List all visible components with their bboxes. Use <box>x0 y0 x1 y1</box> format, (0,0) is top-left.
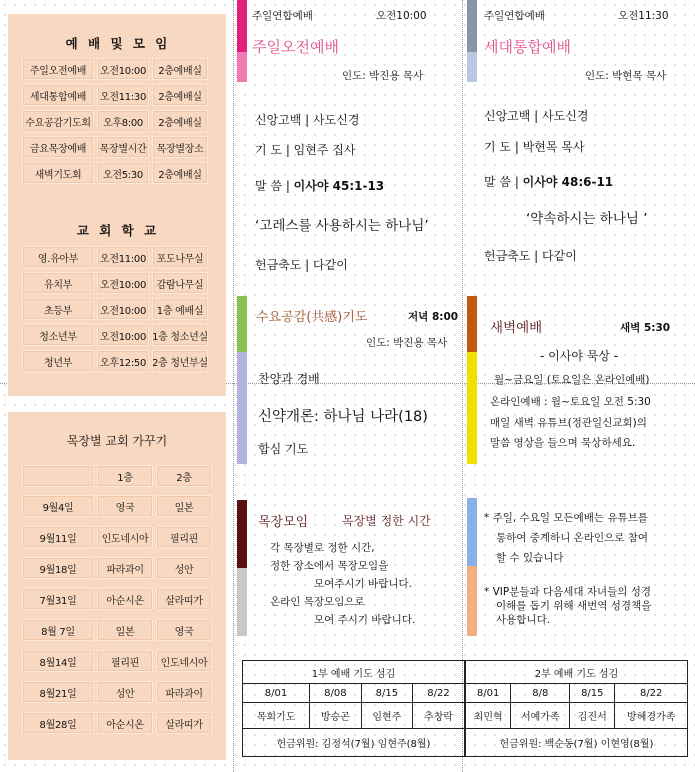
joint-prayer: 기 도 | 박현목 목사 <box>484 140 585 154</box>
table-cell: 영국 <box>97 495 153 517</box>
table-cell: 필리핀 <box>156 526 212 548</box>
table-cell: 8월 7일 <box>22 619 94 641</box>
table-row <box>22 324 211 346</box>
morning-creed: 신앙고백 | 사도신경 <box>255 113 360 127</box>
table-cell: 2층예배실 <box>152 84 208 106</box>
joint-leader: 인도: 박현목 목사 <box>585 70 667 82</box>
group-bar-top <box>237 500 247 568</box>
wednesday-lesson: 신약개론: 하나님 나라(18) <box>258 409 428 425</box>
joint-label: 주일연합예배 <box>484 10 545 22</box>
table-row <box>22 495 215 517</box>
date-cell: 8/8 <box>511 684 570 703</box>
date-cell: 8/15 <box>570 684 615 703</box>
table-cell: 9월11일 <box>22 526 94 548</box>
table-cell: 1층 <box>97 465 153 487</box>
table-cell: 2층예배실 <box>152 58 208 80</box>
cleaning-header-row <box>22 465 215 487</box>
date-cell: 8/22 <box>413 684 465 703</box>
table-cell: 9월4일 <box>22 495 94 517</box>
dawn-bar-bottom <box>467 352 477 464</box>
dawn-subtitle: - 이사야 묵상 - <box>540 349 619 363</box>
wednesday-time: 저녁 8:00 <box>408 311 459 323</box>
joint-title: 세대통합예배 <box>484 38 571 56</box>
school-title: 교 회 학 교 <box>76 223 160 238</box>
name-cell: 최민혁 <box>465 703 511 729</box>
date-cell: 8/01 <box>243 684 310 703</box>
table-row <box>22 58 211 80</box>
table-cell <box>22 465 94 487</box>
notice-bar-top <box>467 498 477 566</box>
table-cell: 주일오전예배 <box>22 58 94 80</box>
morning-bar-bottom <box>237 52 247 82</box>
group-bar-bottom <box>237 568 247 636</box>
table-cell: 7월31일 <box>22 588 94 610</box>
table-cell: 파라과이 <box>156 681 212 703</box>
table-cell: 오전10:00 <box>97 58 149 80</box>
wednesday-bar-bottom <box>237 352 247 464</box>
notice-line: 할 수 있습니다 <box>496 552 564 564</box>
schedule-title: 예 배 및 모 임 <box>65 36 171 51</box>
group-line: 모여 주시기 바랍니다. <box>314 614 416 626</box>
table-cell: 8월14일 <box>22 650 94 672</box>
joint-time: 오전11:30 <box>618 10 669 22</box>
joint-sermon: ‘약속하시는 하나님 ’ <box>526 211 648 227</box>
table-cell: 오후12:50 <box>97 350 149 372</box>
table-cell: 아순시온 <box>97 588 153 610</box>
table-row <box>22 350 211 372</box>
joint-offering: 헌금축도 | 다같이 <box>484 249 577 263</box>
notice-line: 통하여 중계하니 온라인으로 참여 <box>496 532 649 544</box>
dawn-youtube: 매일 새벽 유튜브(정관일신교회)의 <box>490 417 647 429</box>
group-line: 모여주시기 바랍니다. <box>314 578 412 590</box>
dawn-time: 새벽 5:30 <box>620 322 671 334</box>
table-cell: 성안 <box>97 681 153 703</box>
joint-bar-bottom <box>467 52 477 82</box>
table-cell: 8월28일 <box>22 712 94 734</box>
wednesday-title: 수요공감(共感)기도 <box>256 310 368 325</box>
table-cell: 2층예배실 <box>152 110 208 132</box>
table-row <box>22 712 215 734</box>
date-cell: 8/22 <box>615 684 688 703</box>
notice-line: * 주일, 수요일 모든예배는 유튜브를 <box>484 512 648 524</box>
table-row <box>22 110 211 132</box>
morning-scripture: 말 씀 | 이사야 45:1-13 <box>255 179 385 193</box>
table-row <box>22 246 211 268</box>
group-line: 온라인 목장모임으로 <box>270 596 365 608</box>
table-cell: 1층 예배실 <box>152 298 208 320</box>
table-cell: 2층예배실 <box>152 162 208 184</box>
second-offering-cell: 헌금위원: 백순동(7월) 이현영(8월) <box>465 729 688 757</box>
morning-prayer: 기 도 | 임현주 집사 <box>255 143 356 157</box>
wednesday-leader: 인도: 박진용 목사 <box>366 337 448 349</box>
table-cell: 1층 청소년실 <box>152 324 208 346</box>
notice-bar-bottom <box>467 566 477 636</box>
table-row <box>22 136 211 158</box>
table-cell: 오전11:30 <box>97 84 149 106</box>
cleaning-panel <box>8 412 226 760</box>
table-cell: 2층 <box>156 465 212 487</box>
dawn-meditate: 말씀 영상을 들으며 묵상하세요. <box>490 437 636 449</box>
table-cell: 오전11:00 <box>97 246 149 268</box>
name-cell: 방승곤 <box>310 703 362 729</box>
table-cell: 9월18일 <box>22 557 94 579</box>
morning-label: 주일연합예배 <box>252 10 313 22</box>
table-cell: 일본 <box>156 495 212 517</box>
date-cell: 8/01 <box>465 684 511 703</box>
guide-line <box>462 0 463 772</box>
morning-leader: 인도: 박진용 목사 <box>342 70 424 82</box>
first-offering-cell: 헌금위원: 김정석(7월) 임현주(8월) <box>243 729 465 757</box>
table-cell: 세대통합예배 <box>22 84 94 106</box>
group-line: 정한 장소에서 목장모임을 <box>270 560 389 572</box>
table-cell: 포도나무실 <box>152 246 208 268</box>
table-row <box>22 619 215 641</box>
morning-offering: 헌금축도 | 다같이 <box>255 258 348 272</box>
table-cell: 초등부 <box>22 298 94 320</box>
name-cell: 추창락 <box>413 703 465 729</box>
table-row <box>22 162 211 184</box>
table-row <box>22 272 211 294</box>
table-cell: 살라띠가 <box>156 712 212 734</box>
table-cell: 오전10:00 <box>97 272 149 294</box>
morning-bar-top <box>237 0 247 52</box>
group-subtitle: 목장별 정한 시간 <box>342 514 431 528</box>
dawn-title: 새벽예배 <box>490 320 543 336</box>
morning-title: 주일오전예배 <box>252 38 339 56</box>
name-cell: 목회기도 <box>243 703 310 729</box>
cleaning-title: 목장별 교회 가꾸기 <box>66 434 168 448</box>
table-cell: 영국 <box>156 619 212 641</box>
joint-bar-top <box>467 0 477 52</box>
table-cell: 오전10:00 <box>97 298 149 320</box>
table-row <box>22 681 215 703</box>
joint-creed: 신앙고백 | 사도신경 <box>484 109 589 123</box>
table-cell: 8월21일 <box>22 681 94 703</box>
name-cell: 방혜경가족 <box>615 703 688 729</box>
notice-line: * VIP분들과 다음세대 자녀들의 성경 <box>484 586 652 598</box>
table-cell: 청소년부 <box>22 324 94 346</box>
joint-scripture: 말 씀 | 이사야 48:6-11 <box>484 175 614 189</box>
table-cell: 오전10:00 <box>97 324 149 346</box>
table-row <box>22 650 215 672</box>
table-cell: 2층 청년부실 <box>152 350 208 372</box>
date-cell: 8/15 <box>361 684 413 703</box>
date-cell: 8/08 <box>310 684 362 703</box>
table-row <box>22 526 215 548</box>
morning-time: 오전10:00 <box>376 10 427 22</box>
wednesday-bar-top <box>237 296 247 352</box>
name-cell: 임현주 <box>361 703 413 729</box>
table-cell: 성안 <box>156 557 212 579</box>
table-cell: 인도네시아 <box>156 650 212 672</box>
prayer-duty-table <box>242 660 688 757</box>
table-cell: 파라과이 <box>97 557 153 579</box>
table-cell: 아순시온 <box>97 712 153 734</box>
morning-sermon: ‘고레스를 사용하시는 하나님’ <box>255 218 429 234</box>
table-row <box>22 557 215 579</box>
second-service-title: 2부 예배 기도 섬김 <box>465 661 688 684</box>
table-row <box>22 298 211 320</box>
table-cell: 영.유아부 <box>22 246 94 268</box>
table-cell: 목장별시간 <box>97 136 149 158</box>
table-cell: 살라띠가 <box>156 588 212 610</box>
table-cell: 오후8:00 <box>97 110 149 132</box>
table-cell: 감람나무실 <box>152 272 208 294</box>
table-row <box>22 588 215 610</box>
table-cell: 청년부 <box>22 350 94 372</box>
table-cell: 오전5:30 <box>97 162 149 184</box>
dawn-bar-top <box>467 296 477 352</box>
group-line: 각 목장별로 정한 시간, <box>270 542 375 554</box>
schedule-panel <box>8 14 226 396</box>
table-row <box>22 84 211 106</box>
wednesday-praise: 찬양과 경배 <box>258 372 320 386</box>
table-cell: 수요공감기도회 <box>22 110 94 132</box>
guide-line <box>233 0 234 772</box>
notice-line: 사용합니다. <box>496 614 551 626</box>
dawn-days: 월~금요일 (토요일은 온라인예배) <box>494 374 650 386</box>
wednesday-prayer: 합심 기도 <box>258 442 309 456</box>
dawn-online: 온라인예배 : 월~토요일 오전 5:30 <box>490 396 651 408</box>
table-cell: 새벽기도회 <box>22 162 94 184</box>
table-cell: 유치부 <box>22 272 94 294</box>
notice-line: 이해를 돕기 위해 새번역 성경책을 <box>496 600 652 612</box>
table-cell: 일본 <box>97 619 153 641</box>
table-cell: 필리핀 <box>97 650 153 672</box>
group-title: 목장모임 <box>258 515 309 530</box>
table-cell: 금요목장예배 <box>22 136 94 158</box>
name-cell: 서예가족 <box>511 703 570 729</box>
table-cell: 인도네시아 <box>97 526 153 548</box>
table-cell: 목장별장소 <box>152 136 208 158</box>
name-cell: 김진서 <box>570 703 615 729</box>
first-service-title: 1부 예배 기도 섬김 <box>243 661 465 684</box>
